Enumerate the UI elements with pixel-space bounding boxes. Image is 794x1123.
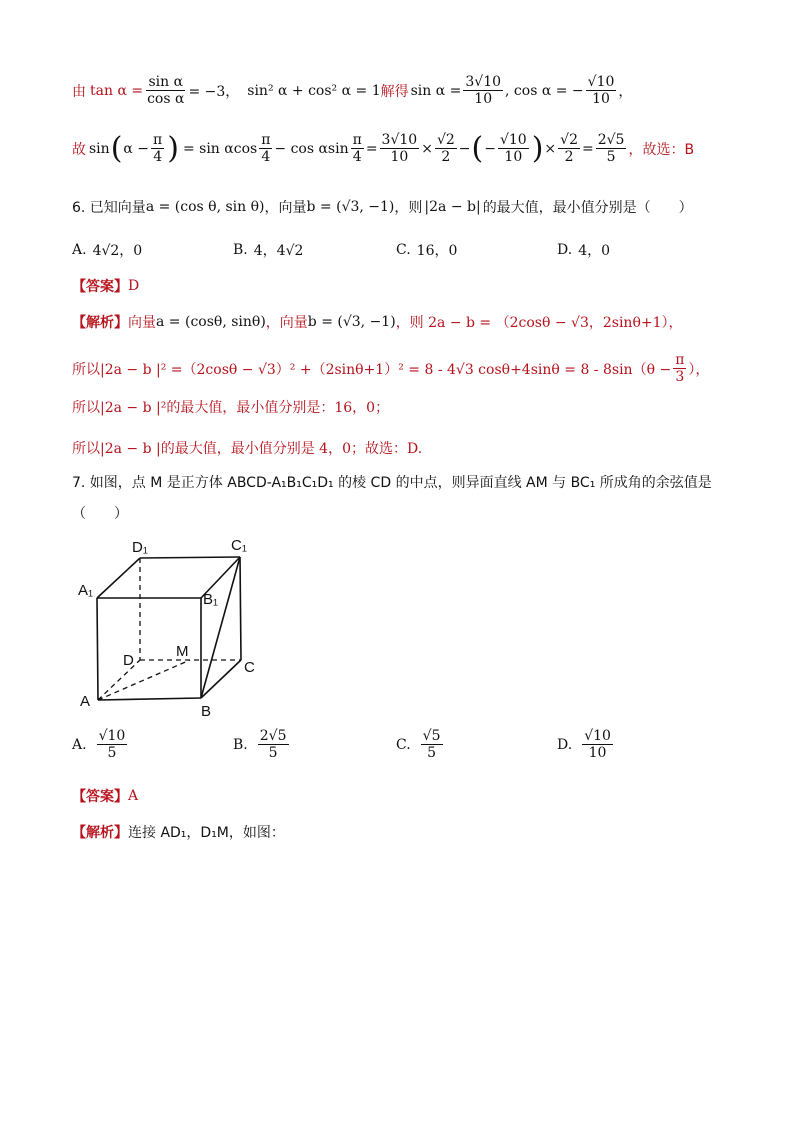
label-c: C [244, 659, 255, 676]
text: 故 [72, 141, 86, 158]
option-text: 4，0 [578, 243, 611, 259]
edge [240, 557, 241, 660]
math: = sin αcos [182, 140, 258, 157]
text: 所以|2a − b |²的最大值，最小值分别是：16，0； [72, 400, 390, 416]
fraction [145, 74, 186, 107]
label-b: B [201, 703, 212, 720]
numerator: π [261, 132, 271, 148]
fraction [259, 132, 272, 165]
denominator: 4 [153, 149, 163, 166]
edge [98, 698, 201, 700]
numerator: sin α [148, 74, 184, 90]
denominator: 5 [268, 745, 278, 762]
analysis-tag: 【解析】 [72, 825, 128, 841]
math: α − [123, 140, 150, 157]
option-label: D. [557, 242, 573, 258]
text: ，则 2a − b = （2cosθ − √3，2sinθ+1）， [395, 315, 683, 331]
math: a = (cos θ, sin θ) [145, 199, 265, 215]
analysis-tag: 【解析】 [72, 315, 128, 331]
math: × [421, 140, 433, 157]
text: ）， [688, 361, 710, 378]
fraction [582, 728, 613, 761]
denominator: 4 [261, 149, 271, 166]
numerator: π [675, 352, 685, 368]
option-label: C. [396, 736, 411, 753]
fraction [380, 132, 420, 165]
text: ，则 [394, 200, 423, 216]
math: |2a − b| [424, 199, 481, 215]
answer-value: D [128, 278, 140, 294]
text: 解得 [380, 83, 409, 100]
math: tan α = [90, 82, 144, 99]
math: − [458, 140, 471, 157]
option-label: C. [396, 242, 411, 258]
text: ，故选：B [628, 141, 695, 158]
segment-am [98, 660, 190, 700]
denominator: 5 [427, 745, 437, 762]
fraction [586, 74, 617, 107]
q6-option-d [557, 240, 610, 260]
math: − cos αsin [274, 140, 349, 157]
denominator: 10 [390, 149, 409, 166]
q6-analysis-line-4 [72, 438, 422, 458]
question-6-stem [72, 197, 693, 217]
paren: ( [110, 130, 123, 166]
edge [97, 598, 98, 700]
denominator: 5 [107, 745, 117, 762]
denominator: 4 [352, 149, 362, 166]
edge [140, 557, 240, 558]
numerator: √10 [587, 74, 615, 90]
option-text: 4√2，0 [92, 243, 143, 259]
text: ，向量 [264, 200, 307, 216]
edge [97, 558, 140, 598]
numerator: √5 [422, 728, 441, 744]
q6-analysis-line-3 [72, 397, 389, 417]
paren: ( [471, 130, 484, 166]
question-7-stem [72, 472, 712, 492]
text: 由 [72, 83, 86, 100]
answer-tag: 【答案】 [72, 789, 128, 805]
text: （ ） [72, 506, 128, 522]
denominator: 2 [441, 149, 451, 166]
fraction [498, 132, 529, 165]
math: ， [618, 83, 633, 100]
numerator: √10 [584, 728, 611, 744]
option-label: D. [557, 736, 573, 753]
solution-line-2 [72, 132, 694, 165]
option-label: B. [233, 736, 248, 753]
text: 7. 如图，点 M 是正方体 ABCD-A₁B₁C₁D₁ 的棱 CD 的中点，则异面直线 AM 与 BC₁ 所成角的余弦值是 [72, 475, 712, 491]
q7-option-d [557, 728, 615, 761]
option-text: 16，0 [416, 243, 458, 259]
text: 连接 AD₁，D₁M，如图： [128, 825, 285, 841]
numerator: √10 [98, 728, 126, 744]
label-a: A [80, 693, 91, 710]
option-text: 4，4√2 [253, 243, 304, 259]
denominator: 10 [592, 91, 610, 108]
q6-option-b [233, 240, 303, 260]
numerator: √2 [560, 132, 578, 148]
label-d: D [123, 652, 134, 669]
q7-option-c [396, 728, 445, 761]
question-7-stem-cont [72, 503, 128, 523]
label-b1: B₁ [203, 591, 219, 608]
math: − [484, 140, 496, 157]
option-label: A. [72, 242, 87, 258]
math: × [544, 140, 557, 157]
numerator: 2√5 [259, 728, 287, 744]
fraction [435, 132, 457, 165]
numerator: π [352, 132, 362, 148]
answer-value: A [128, 788, 139, 804]
label-c1: C₁ [231, 537, 247, 554]
math: = [365, 140, 378, 157]
math: sin [89, 140, 110, 157]
answer-tag: 【答案】 [72, 279, 128, 295]
q6-analysis-line-1 [72, 312, 683, 332]
math: = [581, 140, 594, 157]
numerator: 3√10 [465, 74, 502, 90]
fraction [463, 74, 503, 107]
q7-answer [72, 786, 138, 806]
text: 所以|2a − b |的最大值，最小值分别是 4，0；故选：D. [72, 441, 423, 457]
math: , cos α = − [505, 82, 584, 99]
numerator: √10 [499, 132, 527, 148]
denominator: cos α [147, 91, 185, 108]
denominator: 5 [606, 149, 616, 166]
fraction [351, 132, 364, 165]
fraction [151, 132, 164, 165]
q6-answer [72, 276, 139, 296]
math: = −3， [188, 83, 240, 100]
math: sin α = [410, 82, 462, 99]
option-label: A. [72, 736, 87, 753]
label-a1: A₁ [78, 582, 94, 599]
text: 6. 已知向量 [72, 200, 146, 216]
q7-option-b [233, 728, 291, 761]
text: ，向量 [265, 315, 308, 331]
math: a = (cosθ, sinθ) [156, 314, 266, 330]
fraction [258, 728, 289, 761]
fraction [673, 352, 686, 385]
fraction [97, 728, 128, 761]
q7-analysis [72, 822, 285, 842]
numerator: 2√5 [597, 132, 625, 148]
math: b = (√3, −1) [306, 199, 395, 215]
label-m: M [176, 643, 189, 660]
q6-option-a [72, 240, 142, 260]
option-label: B. [233, 242, 248, 258]
numerator: √2 [436, 132, 455, 148]
paren: ) [167, 130, 179, 166]
numerator: π [153, 132, 163, 148]
denominator: 10 [504, 149, 523, 166]
math: sin² α + cos² α = 1 [247, 82, 381, 99]
text: 的最大值，最小值分别是（ ） [482, 200, 693, 216]
text: 所以|2a − b |² =（2cosθ − √3）² +（2sinθ+1）² = 8 - 4√3 cosθ+4sinθ = 8 - 8sin（θ − [72, 361, 672, 378]
q6-analysis-line-2 [72, 352, 709, 385]
denominator: 10 [474, 91, 493, 108]
paren: ) [531, 130, 544, 166]
numerator: 3√10 [381, 132, 418, 148]
fraction [596, 132, 627, 165]
fraction [421, 728, 443, 761]
denominator: 3 [675, 369, 685, 386]
cube-figure [70, 530, 270, 720]
text: 向量 [128, 315, 156, 331]
denominator: 10 [588, 745, 607, 762]
solution-line-1 [72, 74, 632, 107]
q6-option-c [396, 240, 457, 260]
math: b = (√3, −1) [307, 314, 396, 330]
label-d1: D₁ [132, 539, 148, 556]
fraction [558, 132, 580, 165]
q7-option-a [72, 728, 129, 761]
denominator: 2 [564, 149, 574, 166]
